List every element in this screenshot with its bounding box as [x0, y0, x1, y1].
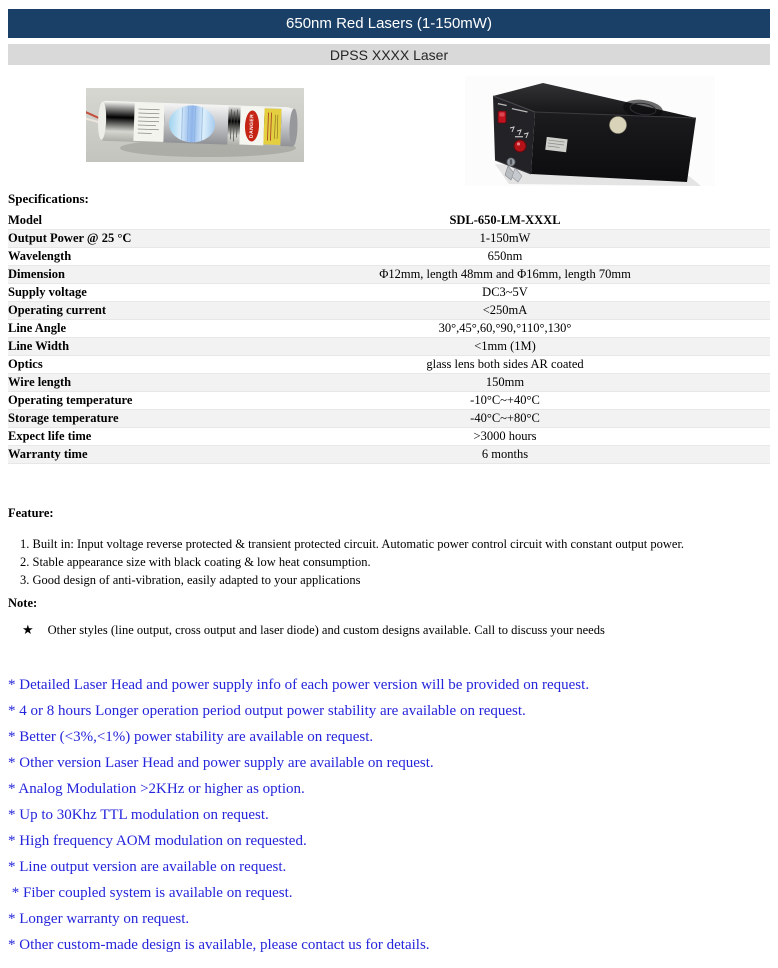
- specifications-heading: Specifications:: [8, 191, 89, 206]
- spec-value: <1mm (1M): [240, 338, 770, 356]
- spec-value: 6 months: [240, 446, 770, 464]
- laser-head-photo: [86, 88, 304, 162]
- spec-label: Dimension: [8, 266, 240, 284]
- feature-heading: Feature:: [8, 506, 54, 520]
- spec-row: [8, 410, 770, 428]
- spec-label: Supply voltage: [8, 284, 240, 302]
- spec-label: Line Width: [8, 338, 240, 356]
- spec-label: Model: [8, 212, 240, 230]
- spec-row: [8, 248, 770, 266]
- star-icon: ★: [22, 622, 34, 637]
- power-supply-photo: [465, 76, 715, 186]
- feature-item: 2. Stable appearance size with black coating & low heat consumption.: [20, 555, 371, 569]
- spec-row: [8, 284, 770, 302]
- spec-label: Storage temperature: [8, 410, 240, 428]
- spec-label: Output Power @ 25 °C: [8, 230, 240, 248]
- request-note-line: * 4 or 8 hours Longer operation period output power stability are available on request.: [8, 703, 526, 719]
- request-note-line: * Other version Laser Head and power supply are available on request.: [8, 755, 434, 771]
- request-note-line: * Analog Modulation >2KHz or higher as option.: [8, 781, 305, 797]
- spec-label: Optics: [8, 356, 240, 374]
- power-supply-illustration: [465, 76, 715, 186]
- spec-row: [8, 392, 770, 410]
- request-note-line: * Other custom-made design is available, please contact us for details.: [8, 937, 430, 953]
- spec-value: 1-150mW: [240, 230, 770, 248]
- page-title: 650nm Red Lasers (1-150mW): [286, 15, 492, 32]
- feature-item: 3. Good design of anti-vibration, easily adapted to your applications: [20, 573, 361, 587]
- spec-label: Operating current: [8, 302, 240, 320]
- spec-row: [8, 338, 770, 356]
- spec-row: [8, 320, 770, 338]
- spec-label: Operating temperature: [8, 392, 240, 410]
- spec-value: SDL-650-LM-XXXL: [240, 212, 770, 230]
- spec-value: 150mm: [240, 374, 770, 392]
- feature-list: [20, 535, 760, 589]
- spec-value: glass lens both sides AR coated: [240, 356, 770, 374]
- spec-row: [8, 230, 770, 248]
- note-heading: Note:: [8, 596, 38, 610]
- spec-row: [8, 374, 770, 392]
- spec-label: Wavelength: [8, 248, 240, 266]
- request-note-line: * Line output version are available on request.: [8, 859, 287, 875]
- svg-text:DANGER: DANGER: [248, 113, 256, 139]
- request-notes: [8, 672, 774, 958]
- spec-row: [8, 302, 770, 320]
- page-subtitle-bar: [8, 44, 770, 65]
- request-note-line: * Up to 30Khz TTL modulation on request.: [8, 807, 269, 823]
- spec-value: <250mA: [240, 302, 770, 320]
- spec-row: [8, 356, 770, 374]
- page-title-bar: [8, 9, 770, 38]
- spec-value: 30°,45°,60,°90,°110°,130°: [240, 320, 770, 338]
- spec-value: DC3~5V: [240, 284, 770, 302]
- spec-label: Expect life time: [8, 428, 240, 446]
- spec-value: -40°C~+80°C: [240, 410, 770, 428]
- request-note-line: * Fiber coupled system is available on request.: [8, 885, 293, 901]
- request-note-line: * Detailed Laser Head and power supply info of each power version will be provided on request.: [8, 677, 590, 693]
- page-subtitle: DPSS XXXX Laser: [329, 46, 449, 63]
- spec-value: Φ12mm, length 48mm and Φ16mm, length 70mm: [240, 266, 770, 284]
- feature-item: 1. Built in: Input voltage reverse protected & transient protected circuit. Automatic power control circuit with constant output power.: [20, 537, 685, 551]
- note-text: Other styles (line output, cross output and laser diode) and custom designs available. Call to discuss your needs: [47, 623, 605, 637]
- note-row: [22, 622, 605, 638]
- spec-label: Line Angle: [8, 320, 240, 338]
- request-note-line: * High frequency AOM modulation on requested.: [8, 833, 307, 849]
- spec-row: [8, 428, 770, 446]
- spec-value: -10°C~+40°C: [240, 392, 770, 410]
- specifications-table: [8, 212, 770, 464]
- spec-label: Warranty time: [8, 446, 240, 464]
- request-note-line: * Better (<3%,<1%) power stability are available on request.: [8, 729, 374, 745]
- spec-label: Wire length: [8, 374, 240, 392]
- laser-head-illustration: [86, 88, 304, 162]
- spec-value: 650nm: [240, 248, 770, 266]
- spec-row: [8, 212, 770, 230]
- request-note-line: * Longer warranty on request.: [8, 911, 190, 927]
- spec-row: [8, 266, 770, 284]
- spec-row: [8, 446, 770, 464]
- spec-value: >3000 hours: [240, 428, 770, 446]
